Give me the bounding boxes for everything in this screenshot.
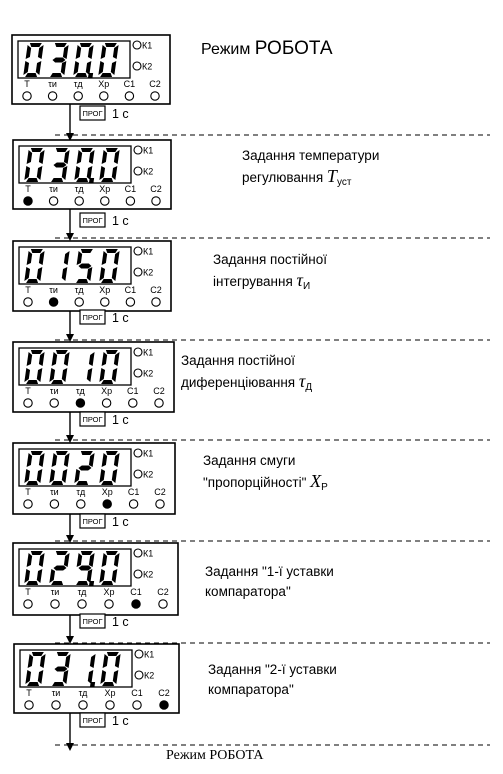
indicator-led [24,500,32,508]
output-led [134,247,142,255]
mode-title [201,38,333,60]
output-led [133,41,141,49]
indicator-led [25,701,33,709]
indicator-label: Хр [98,79,110,89]
indicator-led [49,197,57,205]
indicator-label: С2 [157,587,169,597]
output-led [134,369,142,377]
indicator-led [79,701,87,709]
indicator-label: τд [74,184,84,194]
prog-button-label: ПРОГ [82,216,103,225]
indicator-led [156,500,164,508]
prog-button-label: ПРОГ [82,617,103,626]
indicator-label: Хр [99,285,111,295]
output-led [133,62,141,70]
indicator-label: τд [74,285,84,295]
indicator-label: τи [50,487,59,497]
device-panel [14,644,179,713]
caption-line: компаратора" [205,584,291,599]
symbol: X [310,471,322,491]
output-label: К2 [143,569,154,580]
indicator-label: τи [49,386,59,396]
indicator-label: τи [50,587,60,597]
indicator-led [52,701,60,709]
indicator-led [74,92,82,100]
indicator-label: Хр [103,587,115,597]
hold-time-label: 1 с [112,311,129,325]
output-label: К1 [143,246,154,257]
output-label: К1 [143,448,154,459]
indicator-label: τд [76,487,86,497]
indicator-label: С1 [123,79,136,89]
indicator-led [23,92,31,100]
symbol: τ [296,270,303,290]
indicator-led [152,298,160,306]
output-led [135,671,143,679]
indicator-led [105,600,113,608]
caption-comparator-2 [208,660,337,700]
output-label: К1 [144,649,155,660]
caption-line: Задання температури [242,148,380,163]
output-led [134,146,142,154]
caption-line: диференціювання [181,375,296,390]
indicator-label: С1 [124,285,137,295]
output-label: К2 [143,368,154,379]
output-label: К1 [143,145,154,156]
indicator-label: Хр [104,688,116,698]
output-label: К1 [143,548,154,559]
indicator-led [155,399,163,407]
prog-button-label: ПРОГ [82,517,103,526]
indicator-label: τи [51,688,61,698]
caption-comparator-1 [205,562,334,602]
prog-button-label: ПРОГ [82,109,103,118]
flow-arrow-head [66,334,74,342]
indicator-label: τи [49,285,58,295]
hold-time-label: 1 с [112,107,129,121]
indicator-led [100,92,108,100]
output-led [134,549,142,557]
indicator-led [129,399,137,407]
indicator-led [103,500,111,508]
symbol-subscript: И [303,281,311,292]
indicator-led [48,92,56,100]
indicator-led [24,298,32,306]
indicator-label: С1 [127,487,140,497]
indicator-led [132,600,140,608]
indicator-led [151,92,159,100]
indicator-label: T [25,184,31,194]
output-label: К2 [143,469,154,480]
indicator-led [159,600,167,608]
output-label: К2 [142,61,153,72]
caption-line: Задання "2-ї уставки [208,662,337,677]
output-led [135,650,143,658]
output-led [134,268,142,276]
flow-arrow-head [66,233,74,241]
hold-time-label: 1 с [112,615,129,629]
caption-line: Задання постійної [181,353,296,368]
decimal-point [90,682,95,687]
symbol: τ [298,371,306,391]
indicator-label: С1 [131,688,143,698]
indicator-led [76,399,84,407]
output-led [134,470,142,478]
decimal-point [89,581,94,586]
indicator-label: τд [75,386,85,396]
indicator-label: С1 [127,386,139,396]
mode-title-main: РОБОТА [254,38,333,59]
indicator-led [50,399,58,407]
indicator-label: τд [73,79,83,89]
output-label: К1 [142,40,153,51]
indicator-led [50,500,58,508]
indicator-label: С1 [124,184,137,194]
indicator-led [24,197,32,205]
indicator-label: τи [49,184,58,194]
symbol: T [326,166,337,186]
indicator-led [106,701,114,709]
output-led [134,348,142,356]
caption-derivative [181,351,312,398]
caption-proportional [203,451,328,498]
hold-time-label: 1 с [112,714,129,728]
output-led [134,449,142,457]
prog-button-label: ПРОГ [82,313,103,322]
device-panel [12,35,170,104]
indicator-label: С2 [149,79,161,89]
device-panel [13,342,174,412]
indicator-label: T [26,688,32,698]
caption-line: Задання смуги [203,453,296,468]
indicator-label: T [25,386,31,396]
symbol-subscript: Р [321,482,328,493]
indicator-label: T [25,587,31,597]
indicator-led [75,197,83,205]
caption-line: "пропорційності" [203,475,307,490]
indicator-led [101,197,109,205]
indicator-led [101,298,109,306]
indicator-label: С2 [154,487,166,497]
indicator-label: T [25,285,31,295]
caption-line: Задання постійної [213,252,328,267]
indicator-led [126,298,134,306]
flow-arrow-head [66,535,74,543]
indicator-label: С2 [158,688,170,698]
indicator-label: Хр [101,386,113,396]
indicator-label: С2 [153,386,165,396]
output-led [134,570,142,578]
output-label: К2 [144,670,155,681]
caption-line: регулювання [242,170,324,185]
indicator-led [78,600,86,608]
caption-line: Задання "1-ї уставки [205,564,334,579]
indicator-label: τд [78,688,88,698]
caption-line: компаратора" [208,682,294,697]
indicator-led [51,600,59,608]
final-mode-label: Режим РОБОТА [166,748,264,763]
indicator-label: С1 [130,587,142,597]
device-panel [13,543,178,615]
caption-setpoint [242,146,379,193]
symbol-subscript: Д [305,382,313,393]
indicator-led [75,298,83,306]
indicator-label: Хр [101,487,113,497]
prog-button-label: ПРОГ [82,415,103,424]
indicator-led [24,600,32,608]
hold-time-label: 1 с [112,515,129,529]
indicator-label: С2 [150,184,162,194]
output-label: К1 [143,347,154,358]
output-label: К2 [143,267,154,278]
indicator-led [133,701,141,709]
flow-arrow-head [66,435,74,443]
flow-arrow-head [66,743,74,751]
prog-button-label: ПРОГ [82,716,103,725]
device-panel [13,140,171,209]
indicator-led [49,298,57,306]
indicator-label: τи [48,79,57,89]
indicator-label: τд [77,587,87,597]
decimal-point [88,73,93,78]
indicator-led [152,197,160,205]
hold-time-label: 1 с [112,413,129,427]
indicator-led [125,92,133,100]
caption-line: інтегрування [213,274,293,289]
device-panel [13,443,175,514]
indicator-label: С2 [150,285,162,295]
output-led [134,167,142,175]
output-label: К2 [143,166,154,177]
indicator-label: T [24,79,30,89]
indicator-led [77,500,85,508]
indicator-led [102,399,110,407]
indicator-led [126,197,134,205]
device-panel [13,241,171,311]
decimal-point [89,178,94,183]
indicator-led [129,500,137,508]
indicator-led [160,701,168,709]
mode-title-prefix: Режим [201,41,251,58]
hold-time-label: 1 с [112,214,129,228]
indicator-led [24,399,32,407]
symbol-subscript: уст [336,177,352,188]
indicator-label: T [25,487,31,497]
indicator-label: Хр [99,184,111,194]
caption-integral [213,250,327,297]
